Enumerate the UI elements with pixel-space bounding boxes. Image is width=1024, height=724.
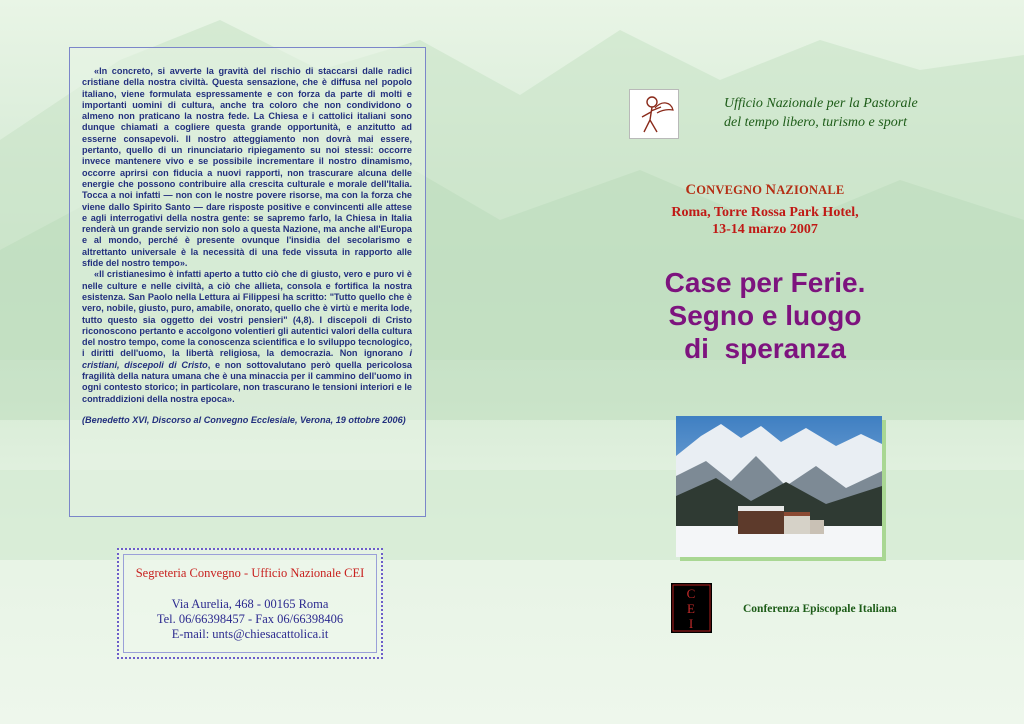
event-location: Roma, Torre Rossa Park Hotel, <box>671 205 859 220</box>
quote-paragraph-1: «In concreto, si avverte la gravità del rischio di staccarsi dalle radici cristiane della nostra civiltà. Questa sensazione, che è diffusa nel popolo italiano, viene formulata espressamente e con forza da parte di molti e importanti uomini di cultura, anche tra coloro che non condividono o almeno non praticano la nostra fede. La Chiesa e i cattolici italiani sono dunque chiamati a cogliere questa grande opportunità, e anzitutto ad esserne consapevoli. Il nostro atteggiamento non dovrà mai essere, pertanto, quello di un rinunciatario ripiegamento su noi stessi: occorre invece mantenere vivo e se possibile incrementare il nostro dinamismo, occorre aprirsi con fiducia a nuovi rapporti, non trascurare alcuna delle energie che possono contribuire alla crescita culturale e morale dell'Italia. Tocca a noi infatti — non con le nostre povere risorse, ma con la forza che viene dallo Spirito Santo — dare risposte positive e convincenti alle attese e agli interrogativi della nostra gente: se sapremo farlo, la Chiesa in Italia renderà un grande servizio non solo a questa Nazione, ma anche all'Europa e al mondo, perché è presente ovunque l'insidia del secolarismo e altrettanto universale è la necessità di una fede vissuta in rapporto alle sfide del nostro tempo». <box>82 66 412 269</box>
secretariat-phone: Tel. 06/66398457 - Fax 06/66398406 <box>156 612 344 626</box>
secretariat-title: Segreteria Convegno - Ufficio Nazionale CEI <box>135 566 365 580</box>
quote-box <box>69 47 426 517</box>
secretariat-address: Via Aurelia, 468 - 00165 Roma <box>171 597 329 611</box>
svg-text:I: I <box>688 616 694 631</box>
office-line-1: Ufficio Nazionale per la Pastorale <box>724 96 918 111</box>
angel-figure-icon <box>629 89 679 139</box>
quote-text <box>82 66 412 426</box>
quote-emphasis: i cristiani, discepoli di Cristo <box>82 348 412 370</box>
event-place <box>640 204 890 238</box>
svg-text:E: E <box>687 601 695 616</box>
office-line-2: del tempo libero, turismo e sport <box>724 115 908 130</box>
secretariat-email[interactable]: E-mail: unts@chiesacattolica.it <box>171 627 329 641</box>
event-dates: 13-14 marzo 2007 <box>712 222 818 237</box>
office-name <box>724 94 954 132</box>
quote-source: (Benedetto XVI, Discorso al Convegno Ecclesiale, Verona, 19 ottobre 2006) <box>82 414 406 425</box>
hotel-mountain-photo <box>676 416 882 557</box>
event-type: CONVEGNO NAZIONALE <box>685 182 845 198</box>
svg-text:C: C <box>686 586 696 601</box>
quote-paragraph-2: «Il cristianesimo è infatti aperto a tutto ciò che di giusto, vero e puro vi è nelle culture e nelle civiltà, a ciò che allieta, consola e fortifica la nostra esistenza. San Paolo nella Lettura ai Filippesi ha scritto: "Tutto quello che è vero, nobile, giusto, puro, amabile, onorato, quello che è virtù e merita lode, tutto questo sia oggetto dei vostri pensieri" (4,8). I discepoli di Cristo riconoscono pertanto e accolgono volentieri gli autentici valori della cultura del nostro tempo, come la conoscenza scientifica e lo sviluppo tecnologico, i diritti dell'uomo, la libertà religiosa, la democrazia. Non ignorano i cristiani, discepoli di Cristo, e non sottovalutano però quella pericolosa fragilità della natura umana che è una minaccia per il cammino dell'uomo in ogni contesto storico; in particolare, non trascurano le tensioni interiori e le contraddizioni della nostra epoca». <box>82 269 412 404</box>
cei-emblem-icon <box>671 583 712 633</box>
cei-name: Conferenza Episcopale Italiana <box>743 603 897 615</box>
secretariat-box <box>117 548 383 659</box>
main-title: Case per Ferie. Segno e luogo di speranza <box>664 267 866 364</box>
